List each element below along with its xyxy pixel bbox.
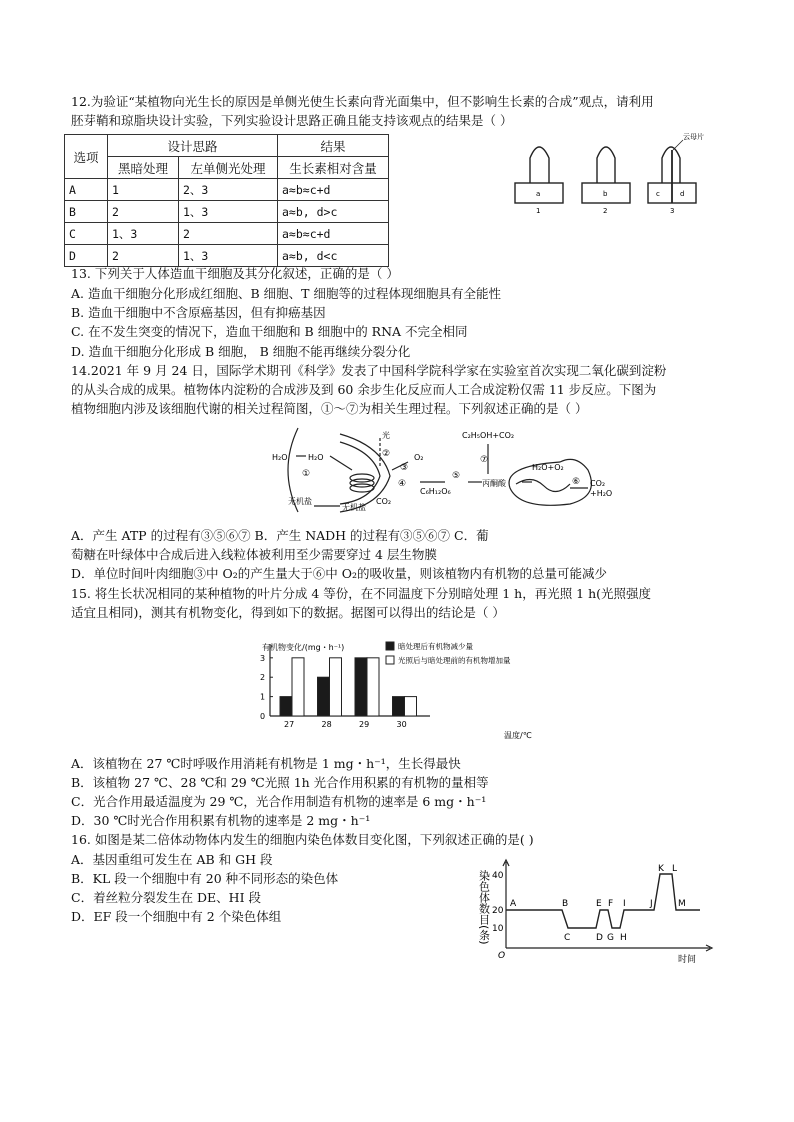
figure-1-label: 1 <box>536 207 541 215</box>
q13-option-c: C. 在不发生突变的情况下，造血干细胞和 B 细胞中的 RNA 不完全相同 <box>71 324 468 339</box>
table-cell: 1、3 <box>179 245 278 267</box>
table-cell: 1、3 <box>108 223 179 245</box>
q14-option-d: D．单位时间叶肉细胞③中 O₂的产生量大于⑥中 O₂的吸收量，则该植物内有机物的总量可能减少 <box>71 566 607 581</box>
pyruvate-label: 丙酮酸 <box>482 479 506 488</box>
point-c-label: C <box>564 933 571 943</box>
legend-swatch <box>386 642 394 650</box>
legend-swatch <box>386 656 394 664</box>
x-tick-label: 30 <box>396 720 407 729</box>
co2-label: CO₂ <box>376 497 392 506</box>
ytick-20: 20 <box>492 906 504 916</box>
bar <box>393 697 405 716</box>
q15-stem-line2: 适宜且相同)，测其有机物变化，得到如下的数据。据图可以得出的结论是（ ） <box>71 605 505 620</box>
q16-stem: 16. 如图是某二倍体动物体内发生的细胞内染色体数目变化图，下列叙述正确的是( ) <box>71 832 534 847</box>
x-tick-label: 27 <box>284 720 295 729</box>
bar <box>318 677 330 716</box>
bar <box>292 658 304 716</box>
salt-outer-label: 无机盐 <box>288 497 312 506</box>
legend-label: 暗处理后有机物减少量 <box>398 642 473 651</box>
q13-option-b: B. 造血干细胞中不含原癌基因，但有抑癌基因 <box>71 305 326 320</box>
point-a-label: A <box>510 899 517 909</box>
table-row <box>65 201 389 223</box>
table-cell: a≈b, d<c <box>278 245 389 267</box>
y-tick-label: 0 <box>260 712 266 721</box>
o2-label: O₂ <box>414 453 424 462</box>
h2o-out-label: +H₂O <box>590 489 613 498</box>
y-tick-label: 3 <box>260 653 266 663</box>
q15-stem-line1: 15. 将生长状况相同的某种植物的叶片分成 4 等份，在不同温度下分别暗处理 1 h，再光照 1 h(光照强度 <box>71 586 652 601</box>
q13-option-d: D. 造血干细胞分化形成 B 细胞， B 细胞不能再继续分裂分化 <box>71 344 411 359</box>
table-cell: a≈b≈c+d <box>278 179 389 201</box>
table-cell: C <box>65 223 108 245</box>
table-header-light: 左单侧光处理 <box>179 157 278 179</box>
h2o-inner-label: H₂O <box>308 453 324 462</box>
figure-3-label: 3 <box>670 207 675 215</box>
process-2-label: ② <box>382 449 391 459</box>
table-cell: 1 <box>108 179 179 201</box>
table-cell: D <box>65 245 108 267</box>
process-6-label: ⑥ <box>572 477 581 487</box>
table-cell: a≈b≈c+d <box>278 223 389 245</box>
process-5-label: ⑤ <box>452 471 461 481</box>
y-tick-label: 1 <box>260 692 266 702</box>
graph-ylabel: 染色体数目(条) <box>477 870 491 945</box>
point-f-label: F <box>608 899 614 909</box>
q16-option-d: D．EF 段一个细胞中有 2 个染色体组 <box>71 909 282 924</box>
table-cell: 2、3 <box>179 179 278 201</box>
table-header-content: 生长素相对含量 <box>278 157 389 179</box>
table-row <box>65 245 389 267</box>
block-a-label: a <box>536 190 541 198</box>
point-d-label: D <box>596 933 603 943</box>
bar <box>367 658 379 716</box>
table-cell: A <box>65 179 108 201</box>
q13-stem: 13. 下列关于人体造血干细胞及其分化叙述，正确的是（ ） <box>71 266 399 281</box>
bar <box>405 697 417 716</box>
q14-stem-line3: 植物细胞内涉及该细胞代谢的相关过程简图，①～⑦为相关生理过程。下列叙述正确的是（ ） <box>71 401 588 416</box>
bar <box>330 658 342 716</box>
table-row <box>65 223 389 245</box>
q12-stem-line2: 胚芽鞘和琼脂块设计实验，下列实验设计思路正确且能支持该观点的结果是（ ） <box>71 113 513 128</box>
q15-bar-chart <box>250 634 550 742</box>
table-cell: 1、3 <box>179 201 278 223</box>
q14-stem-line1: 14.2021 年 9 月 24 日，国际学术期刊《科学》发表了中国科学院科学家在实验室首次实现二氧化碳到淀粉 <box>71 363 667 378</box>
point-g-label: G <box>607 933 614 943</box>
q16-option-c: C．着丝粒分裂发生在 DE、HI 段 <box>71 890 261 905</box>
legend-label: 光照后与暗处理前的有机物增加量 <box>398 656 511 665</box>
salt-inner-label: 无机盐 <box>342 503 366 512</box>
q12-options-table <box>64 134 389 267</box>
ytick-40: 40 <box>492 871 504 881</box>
origin-label: O <box>498 951 506 961</box>
figure-2-label: 2 <box>603 207 608 215</box>
q14-stem-line2: 的从头合成的成果。植物体内淀粉的合成涉及到 60 余步生化反应而人工合成淀粉仅需 11 步反应。下图为 <box>71 382 657 397</box>
q15-option-a: A．该植物在 27 ℃时呼吸作用消耗有机物是 1 mg・h⁻¹，生长得最快 <box>71 756 461 771</box>
x-tick-label: 29 <box>359 720 370 729</box>
h2o-o2-label: H₂O+O₂ <box>532 463 564 472</box>
q15-option-b: B．该植物 27 ℃、28 ℃和 29 ℃光照 1h 光合作用积累的有机物的量相等 <box>71 775 489 790</box>
process-4-label: ④ <box>398 479 407 489</box>
cell-metabolism-diagram <box>270 426 613 514</box>
graph-xlabel: 时间 <box>678 955 697 965</box>
q16-option-b: B．KL 段一个细胞中有 20 种不同形态的染色体 <box>71 871 339 886</box>
h2o-label: H₂O <box>272 453 288 462</box>
point-b-label: B <box>562 899 569 909</box>
q15-option-d: D．30 ℃时光合作用积累有机物的速率是 2 mg・h⁻¹ <box>71 813 371 828</box>
table-cell: a≈b, d>c <box>278 201 389 223</box>
table-cell: 2 <box>179 223 278 245</box>
bar <box>355 658 367 716</box>
table-header-dark: 黑暗处理 <box>108 157 179 179</box>
chromosome-count-graph <box>478 856 718 968</box>
point-h-label: H <box>620 933 627 943</box>
ytick-10: 10 <box>492 924 504 934</box>
table-cell: 2 <box>108 245 179 267</box>
process-7-label: ⑦ <box>480 455 489 465</box>
point-m-label: M <box>678 899 686 909</box>
y-tick-label: 2 <box>260 673 266 683</box>
q13-option-a: A. 造血干细胞分化形成红细胞、B 细胞、T 细胞等的过程体现细胞具有全能性 <box>71 286 501 301</box>
x-tick-label: 28 <box>321 720 332 729</box>
process-1-label: ① <box>302 469 311 479</box>
table-row <box>65 179 389 201</box>
point-l-label: L <box>672 864 678 874</box>
process-3-label: ③ <box>400 463 409 473</box>
table-header-option: 选项 <box>65 135 108 179</box>
glucose-label: C₆H₁₂O₆ <box>420 487 451 496</box>
q12-stem-line1: 12.为验证“某植物向光生长的原因是单侧光使生长素向背光面集中，但不影响生长素的合成”观点，请利用 <box>71 94 654 109</box>
point-i-label: I <box>623 899 626 909</box>
q14-options-ab: A．产生 ATP 的过程有③⑤⑥⑦ B．产生 NADH 的过程有③⑤⑥⑦ C．葡 <box>71 528 489 543</box>
mica-label: 云母片 <box>683 133 704 141</box>
point-k-label: K <box>658 864 664 874</box>
ethanol-label: C₂H₅OH+CO₂ <box>462 431 515 440</box>
point-j-label: J <box>650 899 653 909</box>
block-d-label: d <box>680 190 685 198</box>
co2-out-label: CO₂ <box>590 479 606 488</box>
q16-option-a: A．基因重组可发生在 AB 和 GH 段 <box>71 852 273 867</box>
bar <box>280 697 292 716</box>
coleoptile-figure <box>505 128 705 216</box>
q14-option-c-cont: 萄糖在叶绿体中合成后进入线粒体被利用至少需要穿过 4 层生物膜 <box>71 547 437 562</box>
point-e-label: E <box>596 899 602 909</box>
table-header-result: 结果 <box>278 135 389 157</box>
table-cell: 2 <box>108 201 179 223</box>
chart-xlabel: 温度/℃ <box>504 731 532 740</box>
table-header-design: 设计思路 <box>108 135 278 157</box>
chart-ylabel: 有机物变化/(mg・h⁻¹) <box>262 643 345 652</box>
q15-option-c: C．光合作用最适温度为 29 ℃，光合作用制造有机物的速率是 6 mg・h⁻¹ <box>71 794 487 809</box>
light-label: 光 <box>382 431 390 440</box>
block-c-label: c <box>656 190 660 198</box>
table-cell: B <box>65 201 108 223</box>
block-b-label: b <box>603 190 608 198</box>
